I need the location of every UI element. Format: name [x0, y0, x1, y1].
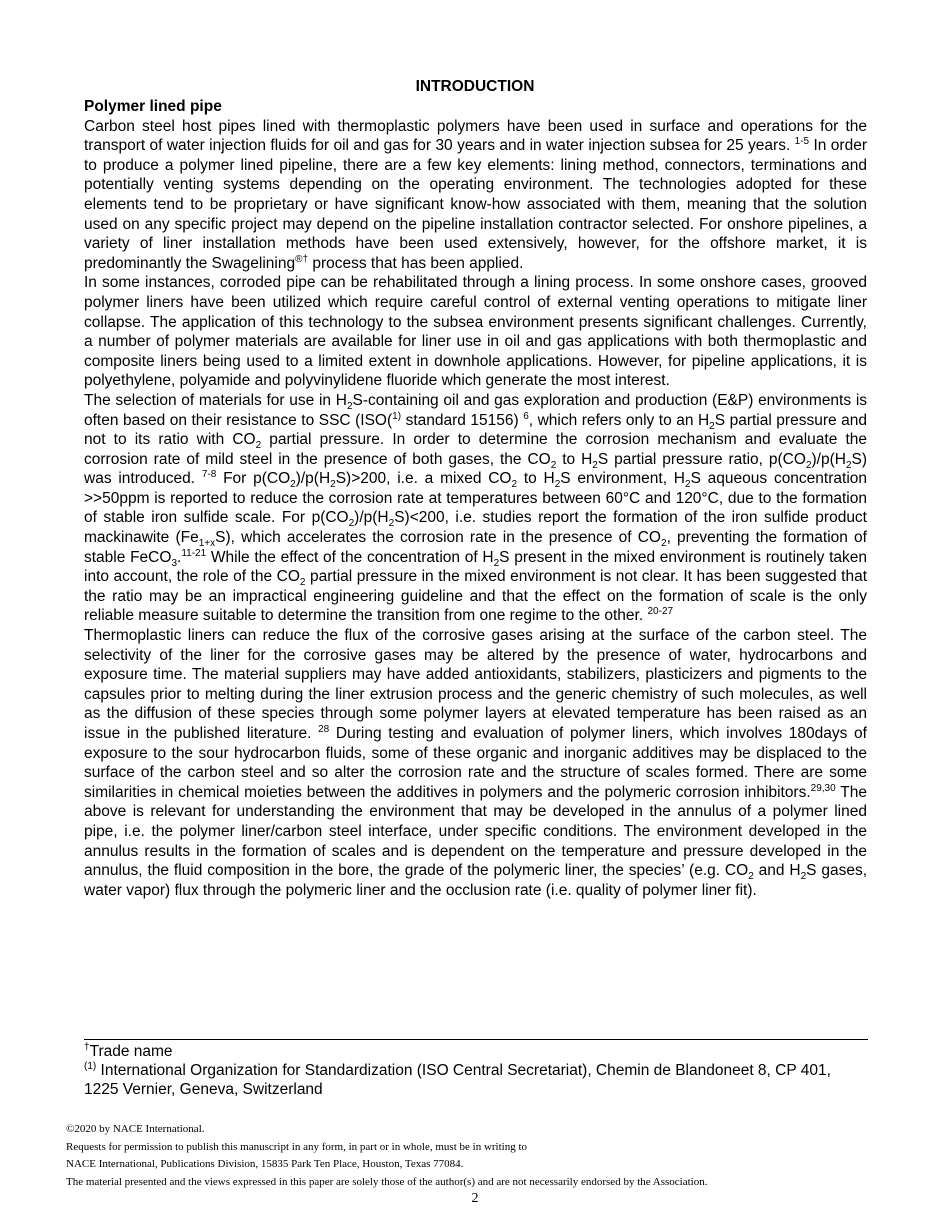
citation: 7-8 — [201, 469, 217, 481]
trademark-mark: ®† — [295, 253, 309, 265]
citation: 29,30 — [810, 782, 836, 794]
paragraph-1: Carbon steel host pipes lined with thermoplastic polymers have been used in surface and operations for the transport of water injection fluids for oil and gas for 30 years and in water injection subsea for 25 years. $^{1-5}$ In order to produce a polymer lined pipeline, there are a few key elements: lining method, connectors, terminations and potentially venting systems depending on the operating environment. The technologies adopted for these elements tend to be proprietary or have significant know-how associated with them, meaning that the solution used on any specific project may depend on the pipeline installation contractor selected. For onshore pipelines, a variety of liner installation methods have been used extensively, however, for the offshore market, it is predominantly the Swagelining®† process that has been applied. — [84, 117, 867, 272]
citation: 28 — [318, 723, 330, 735]
footnotes — [84, 1042, 867, 1099]
citation: 1-5 — [794, 136, 810, 148]
copyright-notice — [66, 1121, 886, 1191]
footnote-iso: $^{(1)}$ International Organization for Standardization (ISO Central Secretariat), Chemin de Blandoneet 8, CP 401, 1225 Vernier, Geneva, Switzerland — [84, 1060, 831, 1098]
citation: 11-21 — [181, 547, 207, 559]
citation: 20-27 — [647, 606, 674, 618]
disclaimer-line: The material presented and the views expressed in this paper are solely those of the author(s) and are not necessarily endorsed by the Association. — [66, 1175, 708, 1188]
permission-line: Requests for permission to publish this manuscript in any form, in part or in whole, must be in writing to — [66, 1140, 528, 1153]
body-text — [84, 97, 867, 900]
address-line: NACE International, Publications Division, 15835 Park Ten Place, Houston, Texas 77084. — [66, 1158, 464, 1170]
footnote-ref: 1) — [392, 410, 402, 422]
footnote-divider — [84, 1039, 868, 1040]
page-number: 2 — [471, 1191, 479, 1206]
citation: 6 — [523, 410, 529, 422]
copyright-line: ©2020 by NACE International. — [66, 1123, 205, 1135]
section-heading: INTRODUCTION — [415, 78, 535, 95]
paragraph-3: The selection of materials for use in $H_2S$-containing oil and gas exploration and production (E&P) environments is often based on their resistance to SSC (ISO($^{1)}$ standard 15156) $^6$, which refers only to an $H_2S$ partial pressure and not to its ratio with $CO_2$ partial pressure. In order to determine the corrosion mechanism and evaluate the corrosion rate of mild steel in the presence of both gases, the $CO_2$ to $H_2S$ partial pressure ratio, $p(CO_2)/p(H_2S)$ was introduced. $^{7-8}$ For $p(CO_2)/p(H_2S)>200$, i.e. a mixed $CO_2$ to $H_2S$ environment, $H_2S$ aqueous concentration >>50ppm is reported to reduce the corrosion rate at temperatures between 60°C and 120°C, due to the formation of stable iron sulfide scale. For $p(CO_2)/p(H_2S)<200$, i.e. studies report the formation of the iron sulfide product mackinawite $(Fe_{1+x}S)$, which accelerates the corrosion rate in the presence of $CO_2$, preventing the formation of stable FeCO$_3$.$^{11-21}$ While the effect of the concentration of $H_2S$ present in the mixed environment is routinely taken into account, the role of the $CO_2$ partial pressure in the mixed environment is not clear. It has been suggested that the ratio may be an impractical engineering guideline and that the effect on the formation of scale is the only reliable measure suitable to determine the transition from one regime to the other. $^{20-27}$ — [84, 391, 868, 625]
paragraph-4: Thermoplastic liners can reduce the flux of the corrosive gases arising at the surface of the carbon steel. The selectivity of the liner for the corrosive gases may be altered by the presence of water, hydrocarbons and exposure time. The material suppliers may have added antioxidants, stabilizers, plasticizers and pigments to the capsules prior to melting during the liner extrusion process and the generic chemistry of such molecules, as well as the diffusion of these species through some polymer layers at elevated temperature has been raised as an issue in the published literature. $^{28}$ During testing and evaluation of polymer liners, which involves 180days of exposure to the sour hydrocarbon fluids, some of these organic and inorganic additives may be displaced to the surface of the carbon steel and so alter the corrosion rate and the structure of scales formed. There are some similarities in chemical moieties between the additives in polymers and the polymeric corrosion inhibitors.$^{29,30}$ The above is relevant for understanding the environment that may be developed in the annulus of a polymer lined pipe, i.e. the polymer liner/carbon steel interface, under specific conditions. The environment developed in the annulus results in the formation of scales and is dependent on the temperature and pressure developed in the annulus, the fluid composition in the bore, the grade of the polymeric liner, the species’ (e.g. $CO_2$ and $H_2S$ gases, water vapor) flux through the polymeric liner and the occlusion rate (i.e. quality of polymer liner fit). — [84, 627, 868, 899]
subsection-heading: Polymer lined pipe — [84, 98, 222, 115]
paragraph-2: In some instances, corroded pipe can be rehabilitated through a lining process. In some onshore cases, grooved polymer liners have been utilized which require careful control of external venting operations to mitigate liner collapse. The application of this technology to the subsea environment presents significant challenges. Currently, a number of polymer materials are available for liner use in oil and gas applications with both thermoplastic and composite liners being used to a limited extent in downhole applications. However, for pipeline applications, it is polyethylene, polyamide and polyvinylidene fluoride which generate the most interest. — [84, 274, 867, 390]
footnote-trade-name: †Trade name — [84, 1041, 173, 1060]
